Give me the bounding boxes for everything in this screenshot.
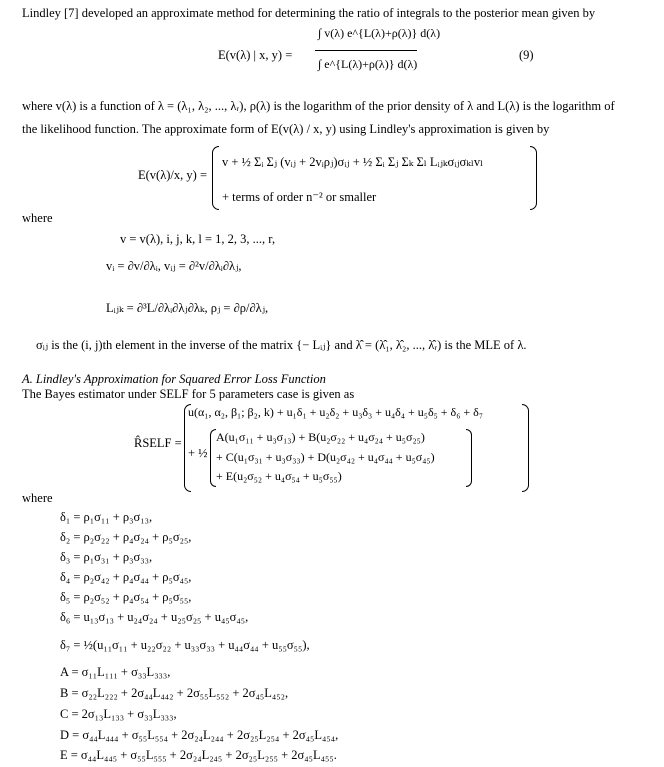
paragraph-self: The Bayes estimator under SELF for 5 parameters case is given as [22,387,355,401]
coeff-c: C = 2σ₁₃L₁₃₃ + σ₃₃L₃₃₃, [60,707,177,721]
eq9-tag: (9) [519,48,534,62]
eq10-lhs: E(v(λ)/x, y) = [138,168,207,182]
eq10-line1: v + ½ Σᵢ Σⱼ (vᵢⱼ + 2vᵢρⱼ)σᵢⱼ + ½ Σᵢ Σⱼ Σₖ Σₗ Lᵢⱼₖσᵢⱼσₖₗvₗ [222,155,484,169]
eqself-line1: u(α₁, α₂, β₁; β₂, k) + u₁δ₁ + u₂δ₂ + u₃δ₃ + u₄δ₄ + u₅δ₅ + δ₆ + δ₇ [188,405,484,419]
delta-4: δ₄ = ρ₂σ₄₂ + ρ₄σ₄₄ + ρ₅σ₄₅, [60,570,192,584]
paragraph-sigma: σᵢⱼ is the (i, j)th element in the inverse of the matrix {− Lᵢⱼ} and λ̂ = (λ̂₁, λ̂₂, ..., λ̂ᵣ) is the MLE of λ. [36,338,527,352]
eq10-left-bracket [212,146,219,210]
delta-3: δ₃ = ρ₁σ₃₁ + ρ₃σ₃₃, [60,550,153,564]
eqself-inner1: A(u₁σ₁₁ + u₃σ₁₃) + B(u₂σ₂₂ + u₄σ₂₄ + u₅σ₂₅) [216,430,425,444]
coeff-d: D = σ₄₄L₄₄₄ + σ₅₅L₅₅₄ + 2σ₂₄L₂₄₄ + 2σ₂₅L₂₅₄ + 2σ₄₅L₄₅₄, [60,728,339,742]
eqself-inner3: + E(u₂σ₅₂ + u₄σ₅₄ + u₅σ₅₅) [216,469,342,483]
defs-line-b: vᵢ = ∂v/∂λᵢ, vᵢⱼ = ∂²v/∂λᵢ∂λⱼ, [106,259,242,273]
eq9-fraction-bar [315,50,417,51]
paragraph-where-v: where v(λ) is a function of λ = (λ₁, λ₂, ..., λᵣ), ρ(λ) is the logarithm of the prior density of λ and L(λ) is the logarithm of [22,99,615,113]
section-heading: A. Lindley's Approximation for Squared Error Loss Function [22,372,326,386]
eqself-half: + ½ [188,446,208,460]
delta-6: δ₆ = u₁₃σ₁₃ + u₂₄σ₂₄ + u₂₅σ₂₅ + u₄₅σ₄₅, [60,610,249,624]
eq9-lhs: E(v(λ) | x, y) = [218,48,293,62]
delta-5: δ₅ = ρ₂σ₅₂ + ρ₄σ₅₄ + ρ₅σ₅₅, [60,590,192,604]
coeff-e: E = σ₄₄L₄₄₅ + σ₅₅L₅₅₅ + 2σ₂₄L₂₄₅ + 2σ₂₅L₂₅₅ + 2σ₄₅L₄₅₅. [60,748,337,762]
paragraph-approx: the likelihood function. The approximate form of E(v(λ) / x, y) using Lindley's approximation is given by [22,122,550,136]
delta-1: δ₁ = ρ₁σ₁₁ + ρ₃σ₁₃, [60,510,153,524]
defs-line-a: v = v(λ), i, j, k, l = 1, 2, 3, ..., r, [120,232,276,246]
delta-7: δ₇ = ½(u₁₁σ₁₁ + u₂₂σ₂₂ + u₃₃σ₃₃ + u₄₄σ₄₄ + u₅₅σ₅₅), [60,638,310,652]
eqself-inner-right-bracket [466,429,472,487]
where-label-1: where [22,211,53,225]
coeff-b: B = σ₂₂L₂₂₂ + 2σ₄₄L₄₄₂ + 2σ₅₅L₅₅₂ + 2σ₄₅L₄₅₂, [60,686,289,700]
eq10-right-bracket [530,146,537,210]
eqself-right-bracket [522,404,529,492]
eq9-numerator: ∫ v(λ) e^{L(λ)+ρ(λ)} d(λ) [318,26,441,40]
where-label-2: where [22,491,53,505]
eqself-lhs: R̂SELF = [134,436,182,450]
paragraph-intro: Lindley [7] developed an approximate method for determining the ratio of integrals to the posterior mean given by [22,6,596,20]
eqself-inner2: + C(u₁σ₃₁ + u₃σ₃₃) + D(u₂σ₄₂ + u₄σ₄₄ + u₅σ₄₅) [216,450,435,464]
eq10-line2: + terms of order n⁻² or smaller [222,190,377,204]
defs-line-c: Lᵢⱼₖ = ∂³L/∂λᵢ∂λⱼ∂λₖ, ρⱼ = ∂ρ/∂λⱼ, [106,301,269,315]
coeff-a: A = σ₁₁L₁₁₁ + σ₃₃L₃₃₃, [60,665,171,679]
eq9-denominator: ∫ e^{L(λ)+ρ(λ)} d(λ) [318,57,418,71]
delta-2: δ₂ = ρ₂σ₂₂ + ρ₄σ₂₄ + ρ₅σ₂₅, [60,530,192,544]
